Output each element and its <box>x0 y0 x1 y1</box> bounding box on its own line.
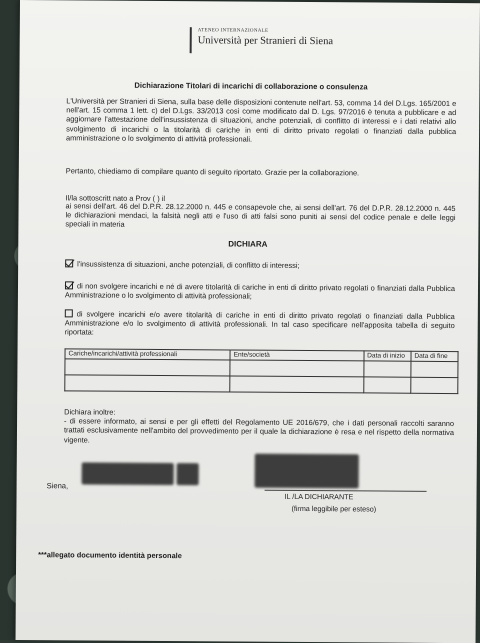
request-paragraph: Pertanto, chiediamo di compilare quanto di seguito riportato. Grazie per la collaborazione. <box>65 166 360 178</box>
further-heading: Dichiara inoltre: <box>64 407 116 417</box>
table-row <box>65 375 458 394</box>
roles-table <box>64 348 458 394</box>
option-checkbox[interactable] <box>65 309 73 317</box>
logo-subtitle: ATENEO INTERNAZIONALE <box>197 28 269 34</box>
logo-mark <box>190 27 192 53</box>
university-name: Università per Stranieri di Siena <box>197 35 334 48</box>
further-text: - di essere informato, ai sensi e per gli effetti del Regolamento UE 2016/679, che i dati personali raccolti saranno trattati esclusivamente nell'ambito del provvedimento per il quale la dichiarazione è resa e nel rispetto della normativa vigente. <box>63 416 455 445</box>
table-cell[interactable] <box>364 361 411 377</box>
dichiara-heading: DICHIARA <box>228 239 268 249</box>
document-page <box>16 0 480 643</box>
table-cell[interactable] <box>411 361 458 377</box>
place-label: Siena, <box>46 481 69 491</box>
table-cell[interactable] <box>363 377 410 393</box>
table-cell[interactable] <box>411 377 458 393</box>
table-cell[interactable] <box>65 375 230 392</box>
table-cell[interactable] <box>230 360 364 377</box>
signature-note: (firma leggibile per esteso) <box>291 503 377 514</box>
table-cell[interactable] <box>65 359 230 376</box>
option-checkbox[interactable] <box>65 259 73 267</box>
table-header: Data di inizio <box>364 351 411 361</box>
table-cell[interactable] <box>230 376 364 393</box>
option-has-roles <box>65 309 455 339</box>
option-text: di non svolgere incarichi e né di avere titolarità di cariche in enti di diritto privato regolati o finanziati dalla Pubblica Amministrazione o lo svolgimento di attività professionali; <box>64 281 456 301</box>
table-header: Ente/società <box>230 350 364 361</box>
option-text: di svolgere incarichi e/o avere titolarità di cariche in enti di diritto privato regolati o finanziati dalla Pubblica Amministrazione e/o lo svolgimento di attività professionali. In tal caso specificare nell'apposita tabella di seguito riportata: <box>64 309 455 337</box>
attachment-note: ***allegato documento identità personale <box>38 550 182 561</box>
redaction-block <box>82 462 174 485</box>
declarant-line: Il/la sottoscritt nato a Prov ( ) il <box>65 193 166 204</box>
table-header: Data di fine <box>411 351 458 361</box>
option-checkbox[interactable] <box>65 281 73 289</box>
option-no-conflict <box>65 259 455 271</box>
signer-label: IL /LA DICHIARANTE <box>284 491 354 502</box>
further-declarations <box>64 407 454 447</box>
option-no-roles <box>65 281 455 302</box>
table-header: Cariche/incarichi/attività professionali <box>65 349 230 360</box>
intro-paragraph: L'Università per Stranieri di Siena, sulla base delle disposizioni contenute nell'art. 53, comma 14 del D.Lgs. 165/2001 e nell'art. 15 comma 1 lett. c) del D.Lgs. 33/2013 così come modificato dal D. Lgs. 97/2016 è tenuta a pubblicare e ad aggiornare l'attestazione dell'insussistenza di situazioni, anche potenziali, di conflitto di interessi e i dati relativi allo svolgimento di incarichi o la titolarità di cariche in enti di diritto privato regolati o finanziati dalla pubblica amministrazione o lo svolgimento di attività professionali. <box>66 96 457 144</box>
redaction-block <box>255 454 359 489</box>
document-title: Dichiarazione Titolari di incarichi di collaborazione o consulenza <box>134 80 368 92</box>
redaction-block <box>177 463 199 485</box>
declarant-body: ai sensi dell'art. 46 del D.P.R. 28.12.2000 n. 445 e consapevole che, ai sensi dell'art. 76 del D.P.R. 28.12.2000 n. 445 le dichiarazioni mendaci, la falsità negli atti e l'uso di atti falsi sono puniti ai sensi del codice penale e delle leggi speciali in materia <box>65 201 456 230</box>
option-text: l'insussistenza di situazioni, anche potenziali, di conflitto di interessi; <box>77 259 300 270</box>
